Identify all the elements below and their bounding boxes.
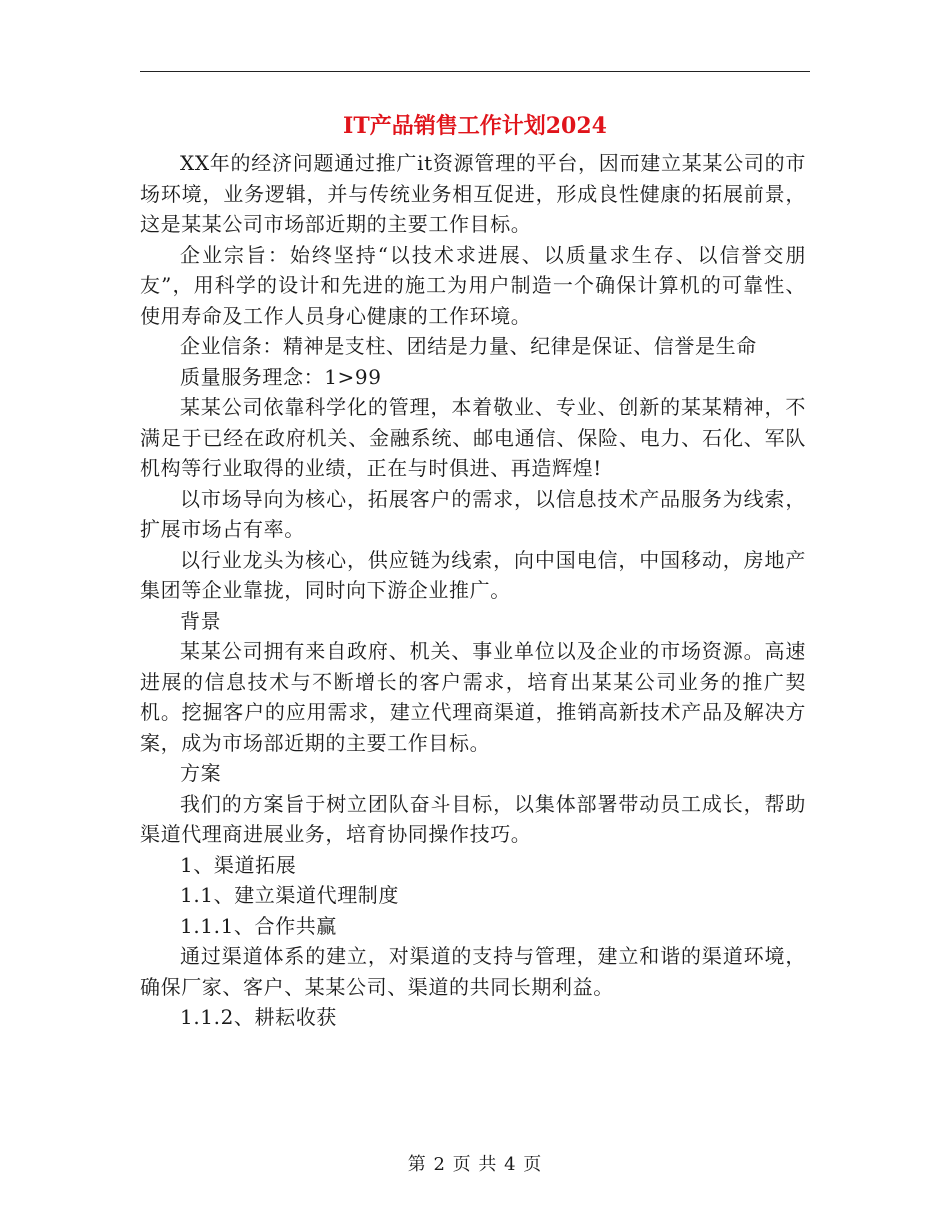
paragraph: 企业信条：精神是支柱、团结是力量、纪律是保证、信誉是生命 xyxy=(180,334,757,358)
paragraph: 质量服务理念：1>99 xyxy=(180,364,382,389)
paragraph: XX年的经济问题通过推广it资源管理的平台，因而建立某某公司的市场环境，业务逻辑，并与传统业务相互促进，形成良性健康的拓展前景，这是某某公司市场部近期的主要工作目标。 xyxy=(140,151,806,236)
paragraph: 我们的方案旨于树立团队奋斗目标，以集体部署带动员工成长，帮助渠道代理商进展业务，培育协同操作技巧。 xyxy=(140,791,806,846)
document-title: IT产品销售工作计划2024 xyxy=(343,113,607,139)
paragraph: 某某公司依靠科学化的管理，本着敬业、专业、创新的某某精神，不满足于已经在政府机关、金融系统、邮电通信、保险、电力、石化、军队机构等行业取得的业绩，正在与时俱进、再造辉煌! xyxy=(140,395,806,480)
paragraph: 某某公司拥有来自政府、机关、事业单位以及企业的市场资源。高速进展的信息技术与不断增长的客户需求，培育出某某公司业务的推广契机。挖掘客户的应用需求，建立代理商渠道，推销高新技术产品及解决方案，成为市场部近期的主要工作目标。 xyxy=(140,639,806,755)
paragraph: 以市场导向为核心，拓展客户的需求，以信息技术产品服务为线索，扩展市场占有率。 xyxy=(140,486,806,541)
page-number-footer: 第 2 页 共 4 页 xyxy=(407,1154,543,1175)
subheading: 1.1.2、耕耘收获 xyxy=(180,1005,337,1029)
section-heading-background: 背景 xyxy=(180,608,222,633)
paragraph: 以行业龙头为核心，供应链为线索，向中国电信，中国移动，房地产集团等企业靠拢，同时向下游企业推广。 xyxy=(140,547,806,602)
subheading: 1、渠道拓展 xyxy=(180,852,297,877)
document-body xyxy=(140,148,806,1033)
subheading: 1.1、建立渠道代理制度 xyxy=(180,883,400,907)
paragraph: 企业宗旨：始终坚持“以技术求进展、以质量求生存、以信誉交朋友”，用科学的设计和先进的施工为用户制造一个确保计算机的可靠性、使用寿命及工作人员身心健康的工作环境。 xyxy=(140,242,806,328)
subheading: 1.1.1、合作共赢 xyxy=(180,913,337,938)
header-rule xyxy=(140,71,810,72)
paragraph: 通过渠道体系的建立，对渠道的支持与管理，建立和谐的渠道环境，确保厂家、客户、某某公司、渠道的共同长期利益。 xyxy=(140,944,806,999)
section-heading-plan: 方案 xyxy=(180,761,222,785)
